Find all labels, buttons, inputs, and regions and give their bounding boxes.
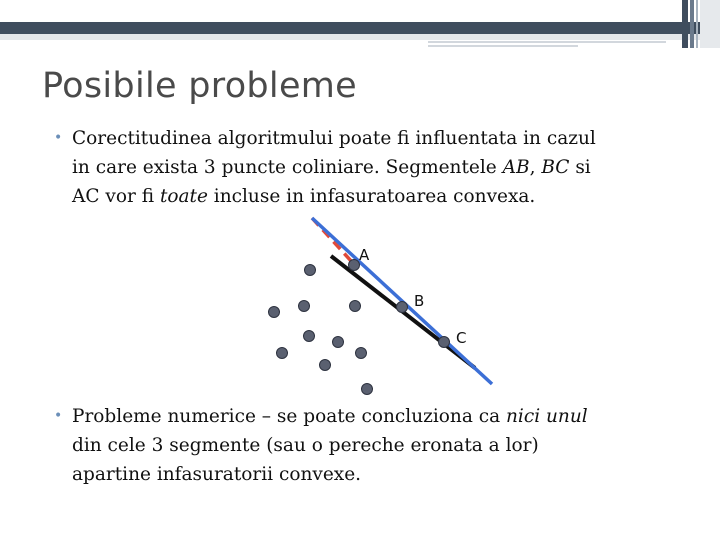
point <box>299 301 310 312</box>
bullet-line: apartine infasuratorii convexe. <box>72 464 362 485</box>
point <box>304 331 315 342</box>
slide-title: Posibile probleme <box>42 66 358 106</box>
point <box>305 265 316 276</box>
point <box>356 348 367 359</box>
segment-ab: AB <box>502 157 530 178</box>
bullet-line: din cele 3 segmente (sau o pereche eronata a lor) <box>72 435 539 456</box>
bullet-line: Corectitudinea algoritmului poate fi influentata in cazul <box>72 128 596 149</box>
point <box>333 337 344 348</box>
bullet-text <box>72 402 694 489</box>
point-a <box>349 260 360 271</box>
point-c <box>439 337 450 348</box>
bullet-line: Probleme numerice – se poate concluziona ca <box>72 406 507 427</box>
point <box>362 384 373 395</box>
bullet-line: AC vor fi <box>72 186 160 207</box>
bullet-item-numeric <box>54 402 694 489</box>
emphasis-toate: toate <box>159 186 208 207</box>
bullet-line: incluse in infasuratoarea convexa. <box>207 186 536 207</box>
label-c: C <box>456 329 467 347</box>
emphasis-nici-unul: nici unul <box>506 406 588 427</box>
bullet-icon: • <box>54 408 63 424</box>
point <box>350 301 361 312</box>
segment-bc: BC <box>541 157 570 178</box>
bullet-line: in care exista 3 puncte coliniare. Segmentele <box>72 157 503 178</box>
point-b <box>397 302 408 313</box>
label-a: A <box>359 246 370 264</box>
bullet-line: si <box>569 157 591 178</box>
point <box>320 360 331 371</box>
point <box>269 307 280 318</box>
label-b: B <box>414 292 425 310</box>
point <box>277 348 288 359</box>
bullet-icon: • <box>54 130 63 146</box>
separator: , <box>529 157 542 178</box>
